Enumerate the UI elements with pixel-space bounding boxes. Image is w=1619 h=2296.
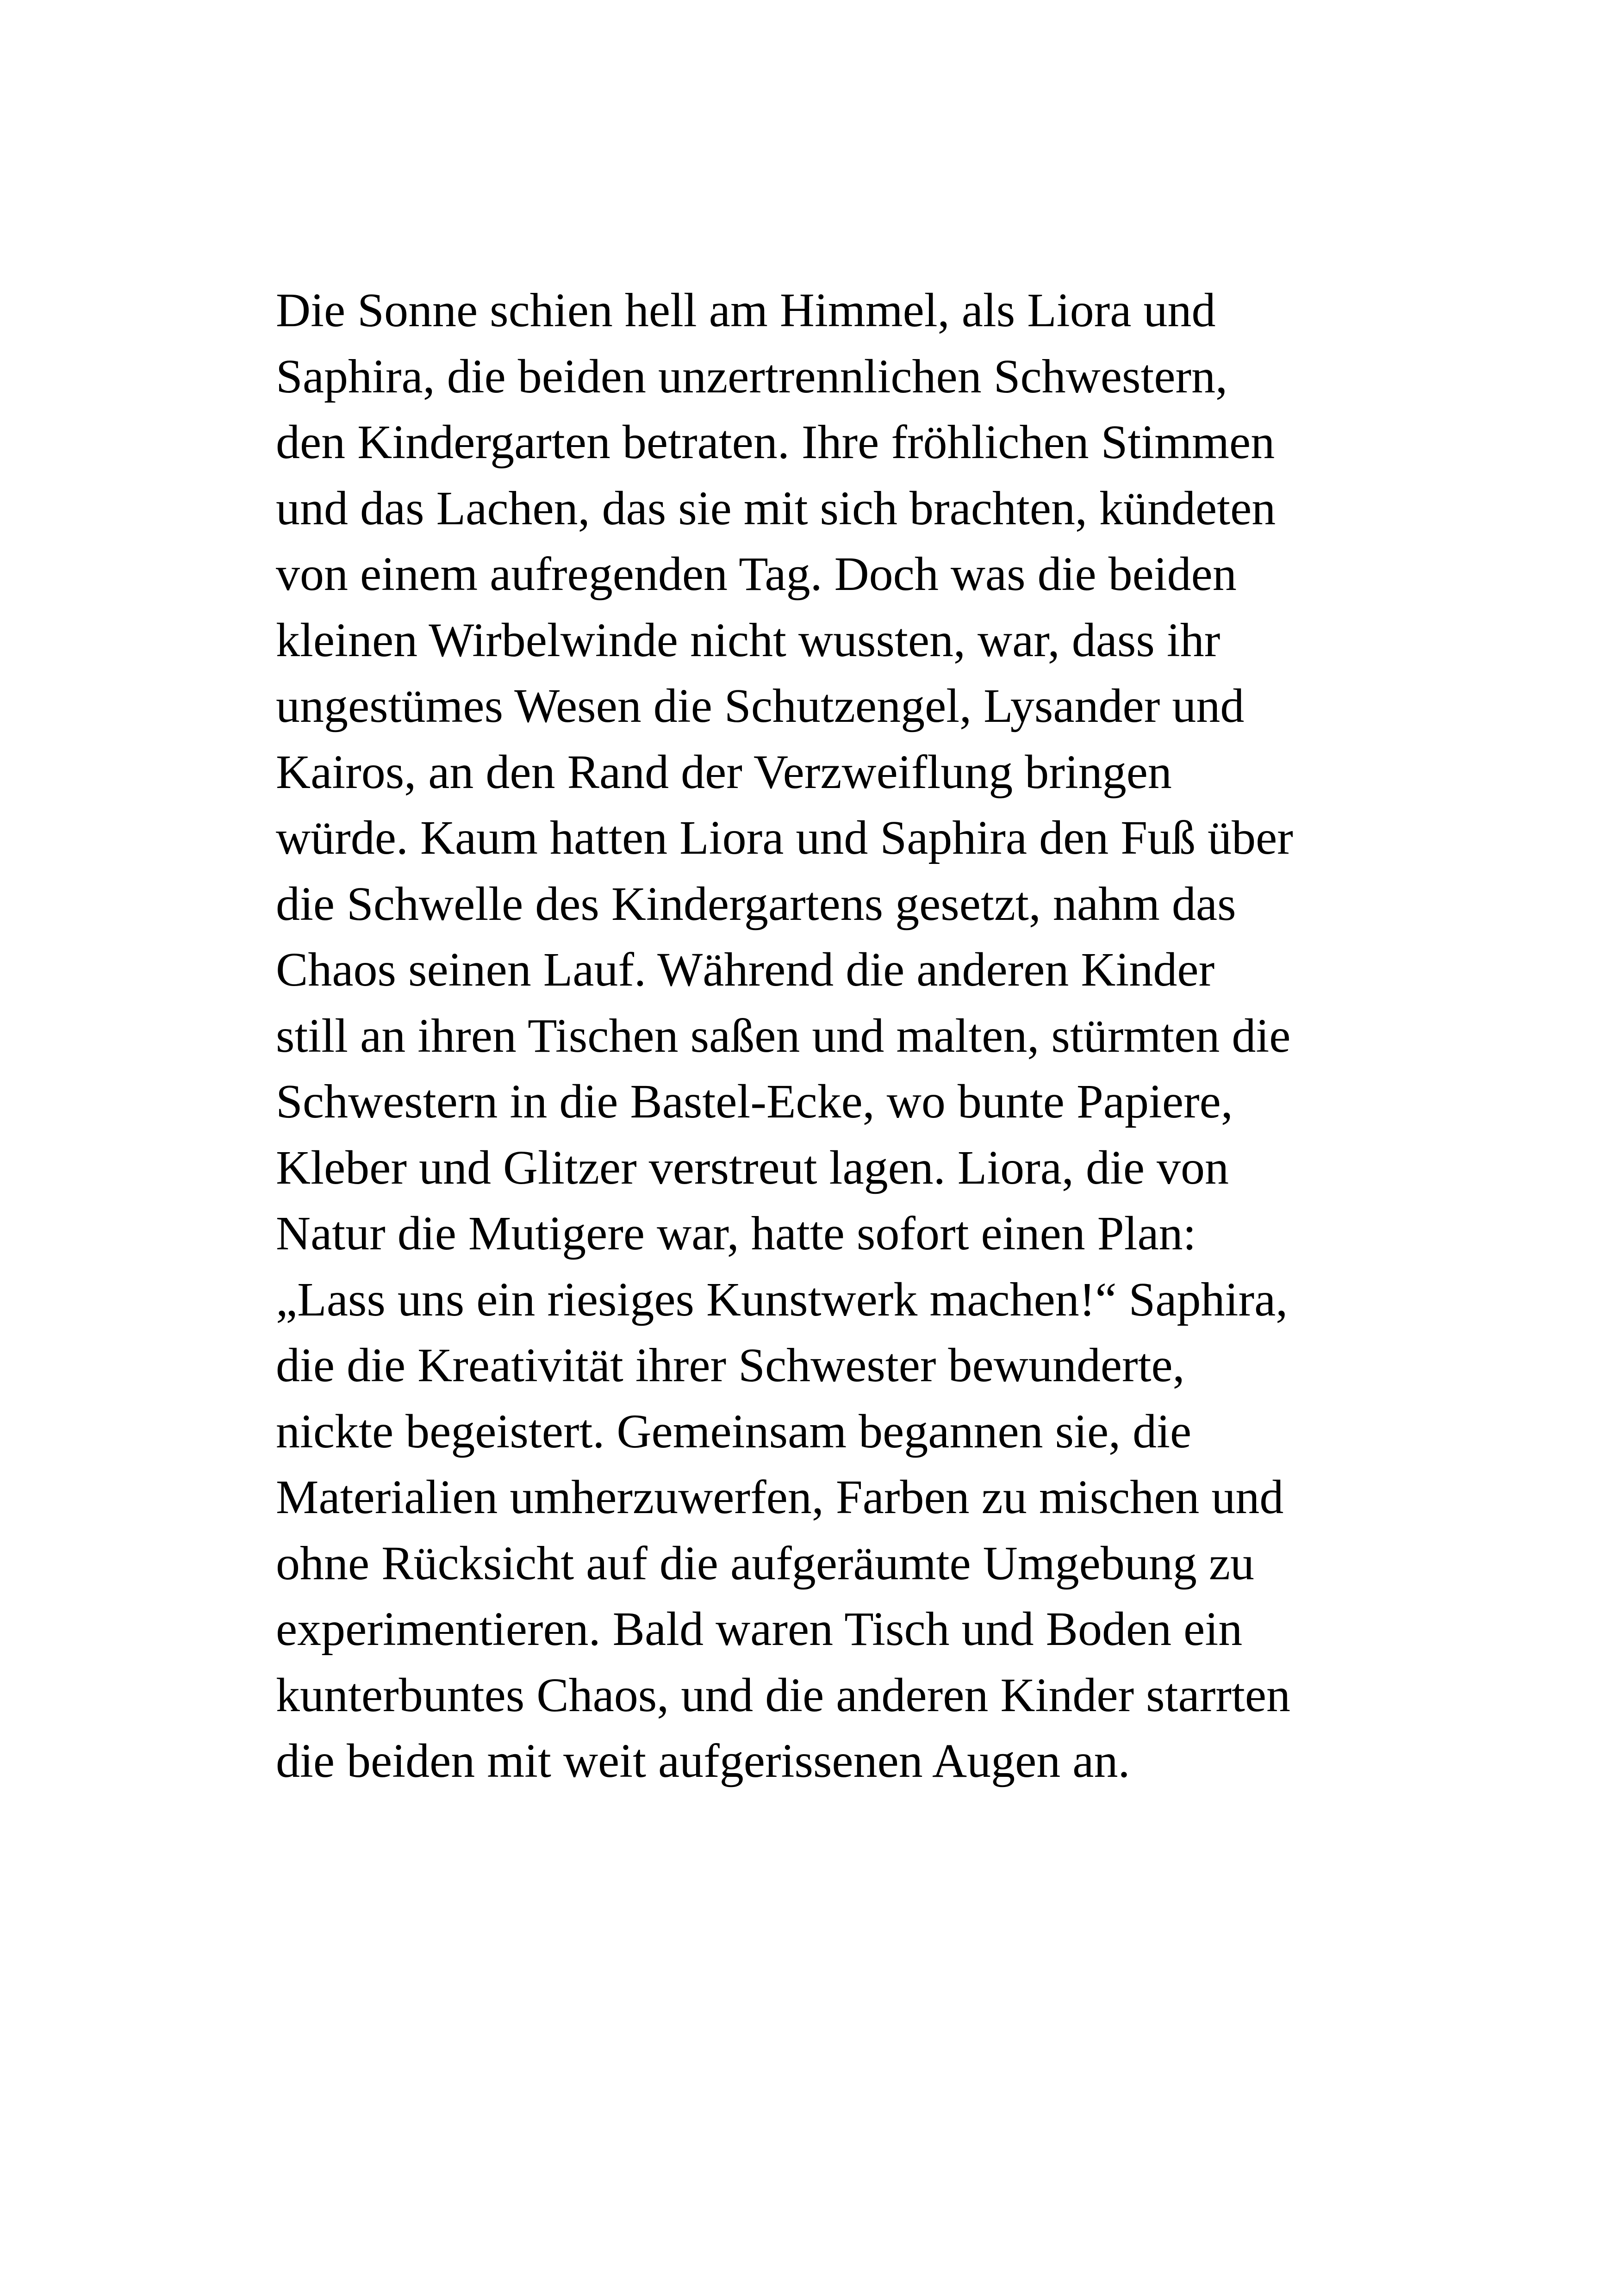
text-line: die Schwelle des Kindergartens gesetzt, nahm das <box>276 877 1236 931</box>
text-line: „Lass uns ein riesiges Kunstwerk machen!“ Saphira, <box>276 1272 1288 1326</box>
text-line: und das Lachen, das sie mit sich brachten, kündeten <box>276 481 1276 535</box>
text-line: die die Kreativität ihrer Schwester bewunderte, <box>276 1339 1185 1392</box>
text-line: Kleber und Glitzer verstreut lagen. Liora, die von <box>276 1141 1229 1194</box>
text-line: Materialien umherzuwerfen, Farben zu mischen und <box>276 1471 1284 1524</box>
text-line: Chaos seinen Lauf. Während die anderen Kinder <box>276 943 1215 996</box>
text-line: den Kindergarten betraten. Ihre fröhlichen Stimmen <box>276 416 1275 469</box>
text-line: Schwestern in die Bastel-Ecke, wo bunte Papiere, <box>276 1075 1233 1128</box>
text-line: still an ihren Tischen saßen und malten, stürmten die <box>276 1009 1291 1062</box>
text-line: von einem aufregenden Tag. Doch was die beiden <box>276 547 1237 601</box>
text-line: Die Sonne schien hell am Himmel, als Liora und <box>276 284 1216 337</box>
text-line: kunterbuntes Chaos, und die anderen Kinder starrten <box>276 1668 1291 1722</box>
text-line: würde. Kaum hatten Liora und Saphira den Fuß über <box>276 811 1293 864</box>
text-line: ungestümes Wesen die Schutzengel, Lysander und <box>276 679 1245 732</box>
text-line: kleinen Wirbelwinde nicht wussten, war, dass ihr <box>276 613 1220 667</box>
story-paragraph <box>276 278 1387 1794</box>
text-line: Saphira, die beiden unzertrennlichen Schwestern, <box>276 349 1228 403</box>
text-line: die beiden mit weit aufgerissenen Augen an. <box>276 1734 1130 1787</box>
text-line: Kairos, an den Rand der Verzweiflung bringen <box>276 745 1172 799</box>
text-line: nickte begeistert. Gemeinsam begannen sie, die <box>276 1404 1192 1458</box>
text-line: Natur die Mutigere war, hatte sofort einen Plan: <box>276 1207 1196 1260</box>
text-line: experimentieren. Bald waren Tisch und Boden ein <box>276 1602 1243 1656</box>
text-line: ohne Rücksicht auf die aufgeräumte Umgebung zu <box>276 1536 1254 1590</box>
